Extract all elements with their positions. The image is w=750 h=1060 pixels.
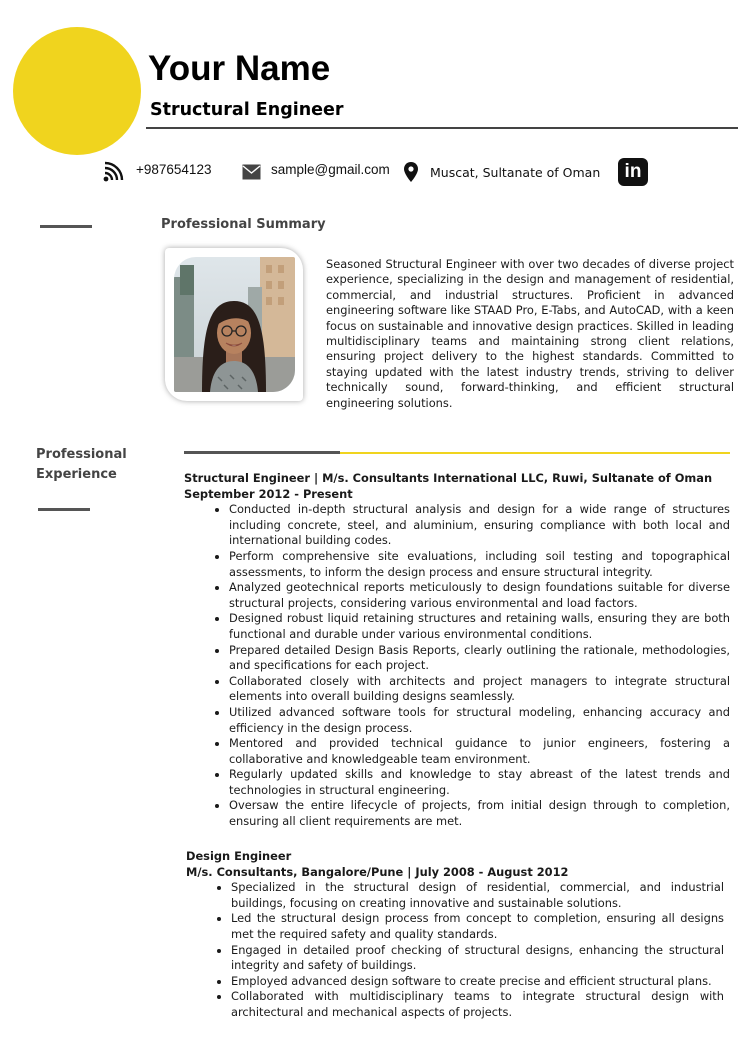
list-item: • Utilized advanced software tools for structural modeling, enhancing accuracy and efficiency in the design process. [229,705,730,736]
job-title-line: Design Engineer [186,849,292,863]
location-text: Muscat, Sultanate of Oman [430,164,601,180]
mail-icon [242,164,261,180]
list-item: • Oversaw the entire lifecycle of projects, from initial design through to completion, ensuring all client requirements are met. [229,798,730,829]
job-dates: September 2012 - Present [184,486,353,501]
job-bullets [186,880,724,1020]
summary-dash [40,225,92,228]
summary-text: Seasoned Structural Engineer with over two decades of diverse project experience, specializing in the design and management of residential, commercial, and industrial structures. Proficient in advanced engineering software like STAAD Pro, E-Tabs, and AutoCAD, with a keen focus on sustainable and innovative design practices. Skilled in leading multidisciplinary teams and maintaining strong client relations, ensuring project delivery to the highest standards. Committed to staying updated with the latest industry trends, striving to deliver technically sound, forward-thinking, and efficient structural engineering solutions. [326,257,734,410]
candidate-name: Your Name [148,49,331,88]
list-item: • Conducted in-depth structural analysis and design for a wide range of structures including concrete, steel, and aluminium, ensuring compliance with both local and international building codes. [229,502,730,549]
accent-circle [13,27,141,155]
phone-signal-icon [102,161,126,183]
list-item: • Collaborated closely with architects and project managers to integrate structural elements into overall building designs seamlessly. [229,674,730,705]
summary-heading: Professional Summary [161,217,326,232]
job-dates: M/s. Consultants, Bangalore/Pune | July 2008 - August 2012 [186,864,569,879]
profile-photo [174,257,295,392]
list-item: • Led the structural design process from concept to completion, ensuring all designs met the required safety and quality standards. [231,911,724,942]
job-entry [186,849,724,1021]
job-title: Structural Engineer [150,100,344,120]
email-address[interactable]: sample@gmail.com [271,161,390,177]
phone-number: +987654123 [136,161,212,177]
experience-divider-dark [184,451,340,454]
list-item: • Perform comprehensive site evaluations, including soil testing and topographical assessments, to inform the design process and ensure structural integrity. [229,549,730,580]
list-item: • Designed robust liquid retaining structures and retaining walls, ensuring they are both functional and durable under various environmental conditions. [229,611,730,642]
linkedin-icon[interactable]: in [618,158,648,186]
list-item: • Engaged in detailed proof checking of structural designs, enhancing the structural integrity and safety of buildings. [231,943,724,974]
contact-email [242,158,390,186]
job-bullets [184,502,730,829]
experience-dash [38,508,90,511]
job-entry [184,471,730,830]
list-item: • Analyzed geotechnical reports meticulously to design foundations suitable for diverse structural projects, considering various environmental and load factors. [229,580,730,611]
header-divider [146,127,738,129]
list-item: • Employed advanced design software to create precise and efficient structural plans. [231,974,724,990]
list-item: • Collaborated with multidisciplinary teams to integrate structural design with architectural and mechanical aspects of projects. [231,989,724,1020]
contact-phone [102,158,211,186]
list-item: • Regularly updated skills and knowledge to stay abreast of the latest trends and technologies in structural engineering. [229,767,730,798]
list-item: • Prepared detailed Design Basis Reports, clearly outlining the rationale, methodologies, and specifications for each project. [229,643,730,674]
list-item: • Specialized in the structural design of residential, commercial, and industrial buildings, focusing on creating innovative and sustainable solutions. [231,880,724,911]
location-pin-icon [404,162,418,182]
list-item: • Mentored and provided technical guidance to junior engineers, fostering a collaborative and knowledgeable team environment. [229,736,730,767]
experience-heading: Professional Experience [36,447,127,482]
contact-location [404,158,600,186]
experience-divider-accent [340,452,730,454]
job-title-line: Structural Engineer | M/s. Consultants International LLC, Ruwi, Sultanate of Oman [184,471,713,485]
profile-photo-frame [165,248,303,401]
